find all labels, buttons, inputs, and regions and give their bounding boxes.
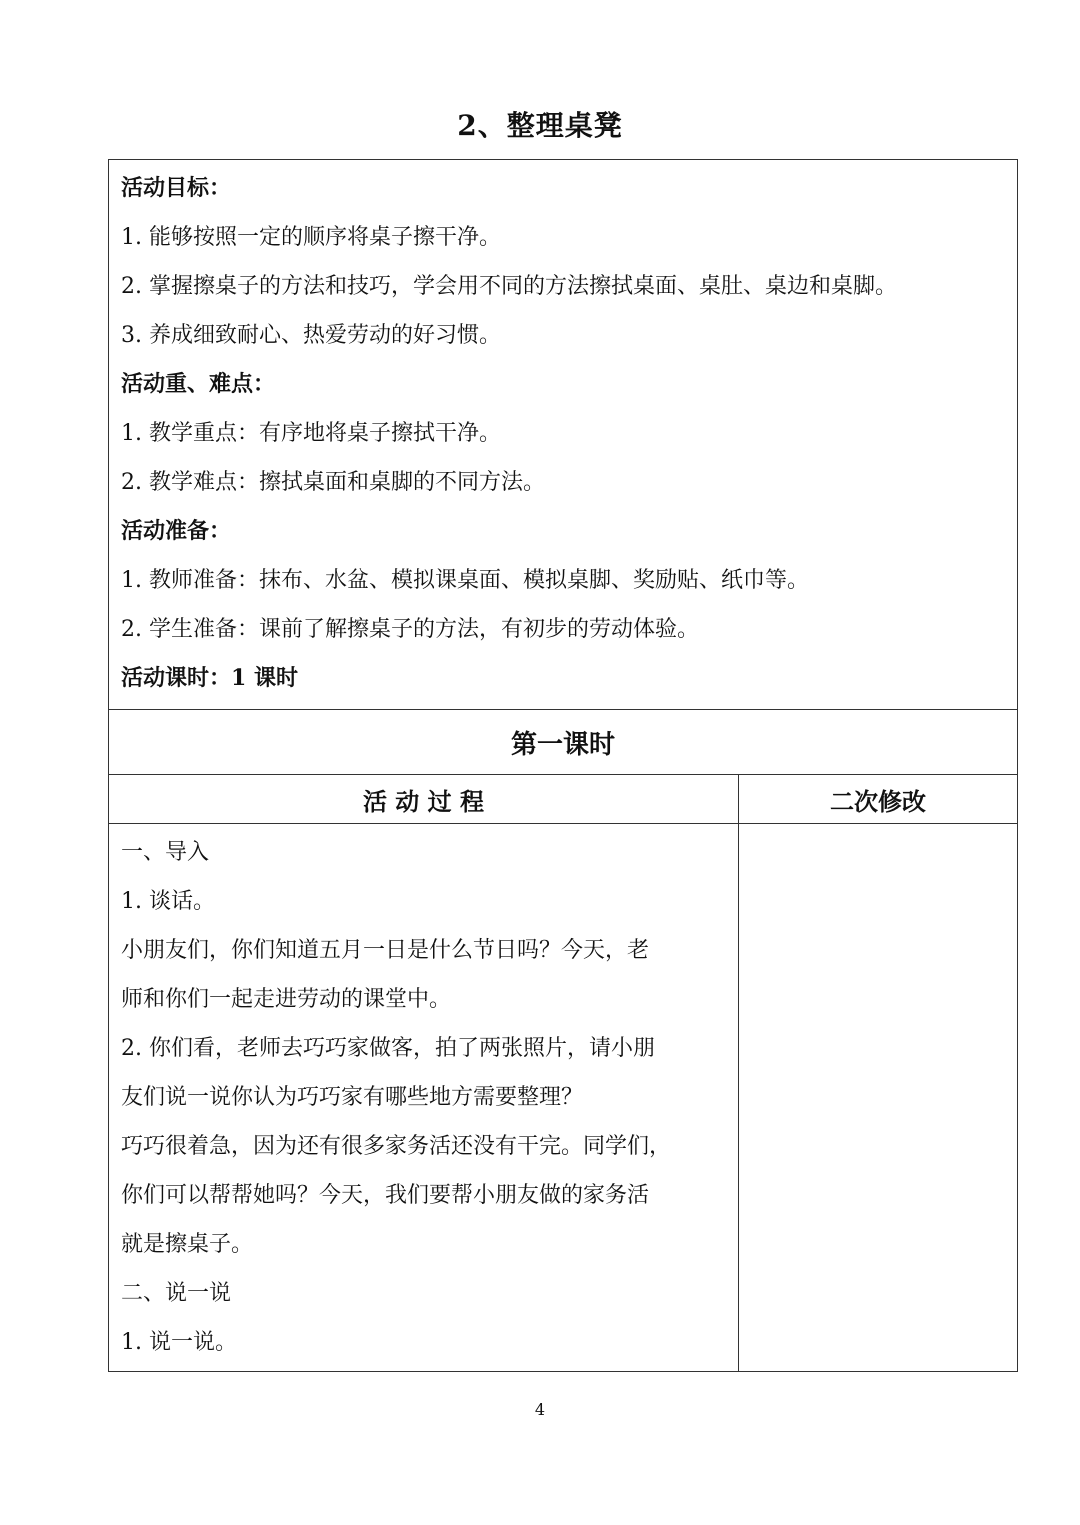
process-line: 一、导入 (121, 840, 210, 865)
process-line: 就是擦桌子。 (121, 1232, 254, 1257)
column-header-row (109, 775, 1018, 824)
key-point-item: 2. 教学难点：擦拭桌面和桌脚的不同方法。 (121, 470, 545, 495)
goal-item: 1. 能够按照一定的顺序将桌子擦干净。 (121, 225, 501, 250)
prep-item: 2. 学生准备：课前了解擦桌子的方法，有初步的劳动体验。 (121, 617, 699, 642)
process-line: 你们可以帮帮她吗？今天，我们要帮小朋友做的家务活 (121, 1183, 650, 1208)
process-line: 小朋友们，你们知道五月一日是什么节日吗？今天，老 (121, 938, 650, 963)
process-line: 2. 你们看，老师去巧巧家做客，拍了两张照片，请小朋 (121, 1036, 655, 1061)
goal-item: 3. 养成细致耐心、热爱劳动的好习惯。 (121, 323, 501, 348)
process-cell (109, 824, 739, 1372)
key-points-heading: 活动重、难点： (121, 371, 276, 397)
process-line: 二、说一说 (121, 1281, 232, 1306)
process-row (109, 824, 1018, 1372)
lesson-title: 第一课时 (109, 710, 1018, 775)
info-cell (109, 160, 1018, 710)
key-point-item: 1. 教学重点：有序地将桌子擦拭干净。 (121, 421, 501, 446)
prep-heading: 活动准备： (121, 518, 232, 544)
revision-cell (739, 824, 1018, 1372)
goal-item: 2. 掌握擦桌子的方法和技巧，学会用不同的方法擦拭桌面、桌肚、桌边和桌脚。 (121, 274, 897, 299)
prep-item: 1. 教师准备：抹布、水盆、模拟课桌面、模拟桌脚、奖励贴、纸巾等。 (121, 568, 809, 593)
process-line: 1. 谈话。 (121, 889, 215, 914)
page-number: 4 (534, 1400, 546, 1419)
lesson-plan-table (108, 159, 1018, 1372)
info-row (109, 160, 1018, 710)
process-line: 1. 说一说。 (121, 1330, 237, 1355)
process-column-header: 活 动 过 程 (109, 775, 739, 824)
lesson-title-row (109, 710, 1018, 775)
goals-heading: 活动目标： (121, 175, 232, 201)
document-title: 2、整理桌凳 (457, 109, 623, 142)
process-line: 师和你们一起走进劳动的课堂中。 (121, 987, 452, 1012)
revision-column-header: 二次修改 (739, 775, 1018, 824)
duration-line: 活动课时：1 课时 (121, 665, 298, 691)
process-line: 友们说一说你认为巧巧家有哪些地方需要整理？ (121, 1085, 584, 1110)
process-line: 巧巧很着急，因为还有很多家务活还没有干完。同学们， (121, 1134, 672, 1159)
